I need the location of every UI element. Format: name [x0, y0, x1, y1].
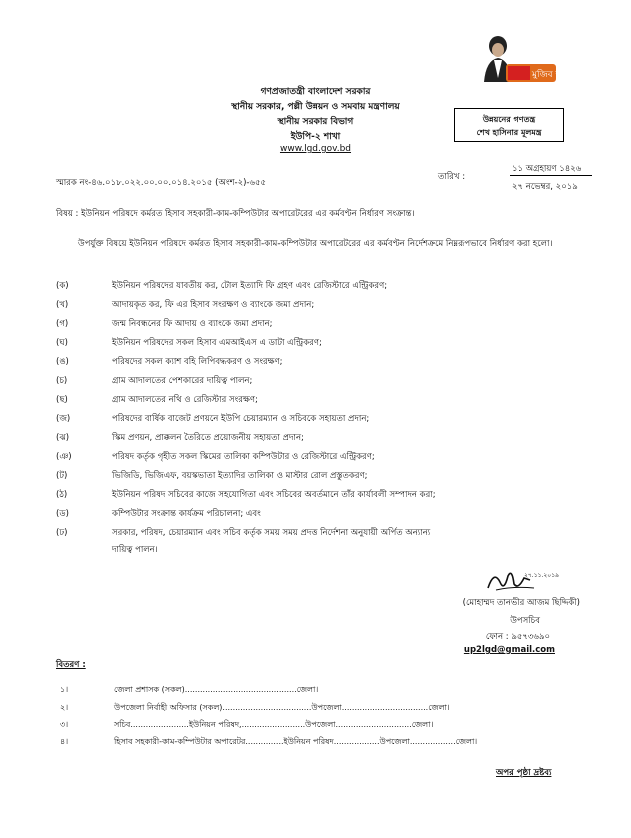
signatory-name: (মোহাম্মদ তানভীর আজম ছিদ্দিকী) [462, 598, 580, 608]
duty-text: ভিজিডি, ভিজিএফ, বয়স্কভাতা ইত্যাদির তালিকা ও মাস্টার রোল প্রস্তুতকরণ; [112, 471, 368, 481]
signatory-phone: ফোন : ৯৫৭৩৬৯০ [485, 632, 550, 642]
duty-item [56, 279, 387, 293]
duty-number: (ঢ) [56, 528, 68, 538]
signatory-email: up2lgd@gmail.com [463, 645, 555, 655]
distribution-item: ২। উপজেলা নির্বাহী অফিসার (সকল)...................................উপজেলা..................................জেলা। [60, 703, 450, 712]
duty-number: (ট) [56, 471, 68, 481]
slogan-line-1: উন্নয়নের গণতন্ত্র [482, 115, 536, 124]
subject-line: বিষয় : ইউনিয়ন পরিষদে কর্মরত হিসাব সহকারী-কাম-কম্পিউটার অপারেটরের এর কর্মবণ্টন নির্ধারণ সংক্রান্ত। [56, 209, 415, 219]
duty-item [56, 450, 375, 464]
intro-paragraph: উপর্যুক্ত বিষয়ে ইউনিয়ন পরিষদে কর্মরত হিসাব সহকারী-কাম-কম্পিউটার অপারেটরের এর কর্মবণ্টন নির্দেশক্রমে নিম্নরূপভাবে নির্ধারণ করা হলো। [78, 239, 553, 249]
header-website: www.lgd.gov.bd [279, 144, 352, 154]
distribution-item: ৪। হিসাব সহকারী-কাম-কম্পিউটার অপারেটর...............ইউনিয়ন পরিষদ..................উপজেলা..................জেলা। [60, 737, 478, 746]
date-english: ২৭ নভেম্বর, ২০১৯ [512, 182, 578, 192]
logo-label: মুজিব শতবর্ষ [532, 70, 578, 80]
duty-number: (খ) [56, 300, 69, 310]
duty-number: (চ) [56, 376, 68, 386]
duty-number: (ঞ) [56, 452, 72, 462]
duty-item [56, 355, 283, 369]
duty-text: স্কিম প্রণয়ন, প্রাক্কলন তৈরিতে প্রয়োজনীয় সহায়তা প্রদান; [112, 433, 304, 443]
over-page-note: অপর পৃষ্ঠা দ্রষ্টব্য [496, 768, 552, 778]
slogan-box [454, 108, 564, 142]
distribution-item: ১। জেলা প্রশাসক (সকল)............................................জেলা। [60, 685, 319, 694]
duty-text: গ্রাম আদালতের পেশকারের দায়িত্ব পালন; [112, 376, 253, 386]
duty-continuation: দায়িত্ব পালন। [112, 545, 158, 555]
duty-text: পরিষদের সকল ক্যাশ বহি লিপিবদ্ধকরণ ও সংরক্ষণ; [112, 357, 283, 367]
header-line-1: গণপ্রজাতন্ত্রী বাংলাদেশ সরকার [260, 87, 371, 97]
duty-item [56, 298, 314, 312]
duty-item [56, 507, 261, 521]
duty-text: কম্পিউটার সংক্রান্ত কার্যক্রম পরিচালনা; এবং [112, 509, 261, 519]
duty-text: সরকার, পরিষদ, চেয়ারম্যান এবং সচিব কর্তৃক সময় সময় প্রদত্ত নির্দেশনা অনুযায়ী অর্পিত অন্যান্য [112, 528, 431, 538]
signature-date: ২৭.১১.২০১৯ [524, 572, 559, 579]
duty-item [56, 336, 322, 350]
distribution-title: বিতরণ : [56, 660, 86, 670]
distribution-item: ৩। সচিব.......................ইউনিয়ন পরিষদ,.........................উপজেলা..............................জেলা। [60, 720, 434, 729]
duty-number: (ক) [56, 281, 69, 291]
duty-item [56, 317, 273, 331]
duty-number: (ড) [56, 509, 69, 519]
duty-text: ইউনিয়ন পরিষদের সকল হিসাব এমআইএস এ ডাটা এন্ট্রিকরণ; [112, 338, 322, 348]
date-label: তারিখ : [438, 172, 466, 182]
duty-number: (ঝ) [56, 433, 70, 443]
duty-number: (ঠ) [56, 490, 68, 500]
duty-item [56, 393, 258, 407]
slogan-line-2: শেখ হাসিনার মূলমন্ত্র [476, 128, 542, 137]
duty-text: ইউনিয়ন পরিষদের যাবতীয় কর, টোল ইত্যাদি ফি গ্রহণ এবং রেজিস্টারে এন্ট্রিকরণ; [112, 281, 388, 291]
duty-text: জন্ম নিবন্ধনের ফি আদায় ও ব্যাংকে জমা প্রদান; [112, 319, 273, 329]
duty-item [56, 412, 369, 426]
memo-number: স্মারক নং-৪৬.০১৮.০২২.০০.০০.০১৪.২০১৫ (অংশ-২)-৬৫৫ [56, 178, 267, 188]
duty-number: (গ) [56, 319, 69, 329]
date-separator [510, 175, 592, 176]
duty-item [56, 374, 252, 388]
duty-text: ইউনিয়ন পরিষদ সচিবের কাজে সহযোগিতা এবং সচিবের অবর্তমানে তাঁর কার্যাবলী সম্পাদন করা; [112, 490, 436, 500]
mujib-borsho-logo-icon [476, 34, 578, 88]
duty-item [56, 488, 436, 502]
header-line-4: ইউপি-২ শাখা [290, 132, 341, 142]
duty-number: (ঘ) [56, 338, 68, 348]
signatory-designation: উপসচিব [510, 616, 540, 626]
duty-item [56, 526, 430, 540]
duty-item [56, 469, 368, 483]
header-line-3: স্থানীয় সরকার বিভাগ [277, 117, 354, 127]
duty-text: আদায়কৃত কর, ফি এর হিসাব সংরক্ষণ ও ব্যাংকে জমা প্রদান; [112, 300, 315, 310]
handwritten-signature [484, 566, 564, 596]
duty-text: পরিষদ কর্তৃক গৃহীত সকল স্কিমের তালিকা কম্পিউটার ও রেজিস্টারে এন্ট্রিকরণ; [112, 452, 375, 462]
duty-number: (ছ) [56, 395, 68, 405]
header-line-2: স্থানীয় সরকার, পল্লী উন্নয়ন ও সমবায় মন্ত্রণালয় [231, 102, 400, 112]
date-bangla: ১১ অগ্রহায়ণ ১৪২৬ [512, 164, 582, 174]
duty-item [56, 431, 304, 445]
duty-number: (জ) [56, 414, 71, 424]
duty-text: পরিষদের বার্ষিক বাজেট প্রণয়নে ইউপি চেয়ারম্যান ও সচিবকে সহায়তা প্রদান; [112, 414, 370, 424]
duty-text: গ্রাম আদালতের নথি ও রেজিস্টার সংরক্ষণ; [112, 395, 258, 405]
duty-number: (ঙ) [56, 357, 69, 367]
